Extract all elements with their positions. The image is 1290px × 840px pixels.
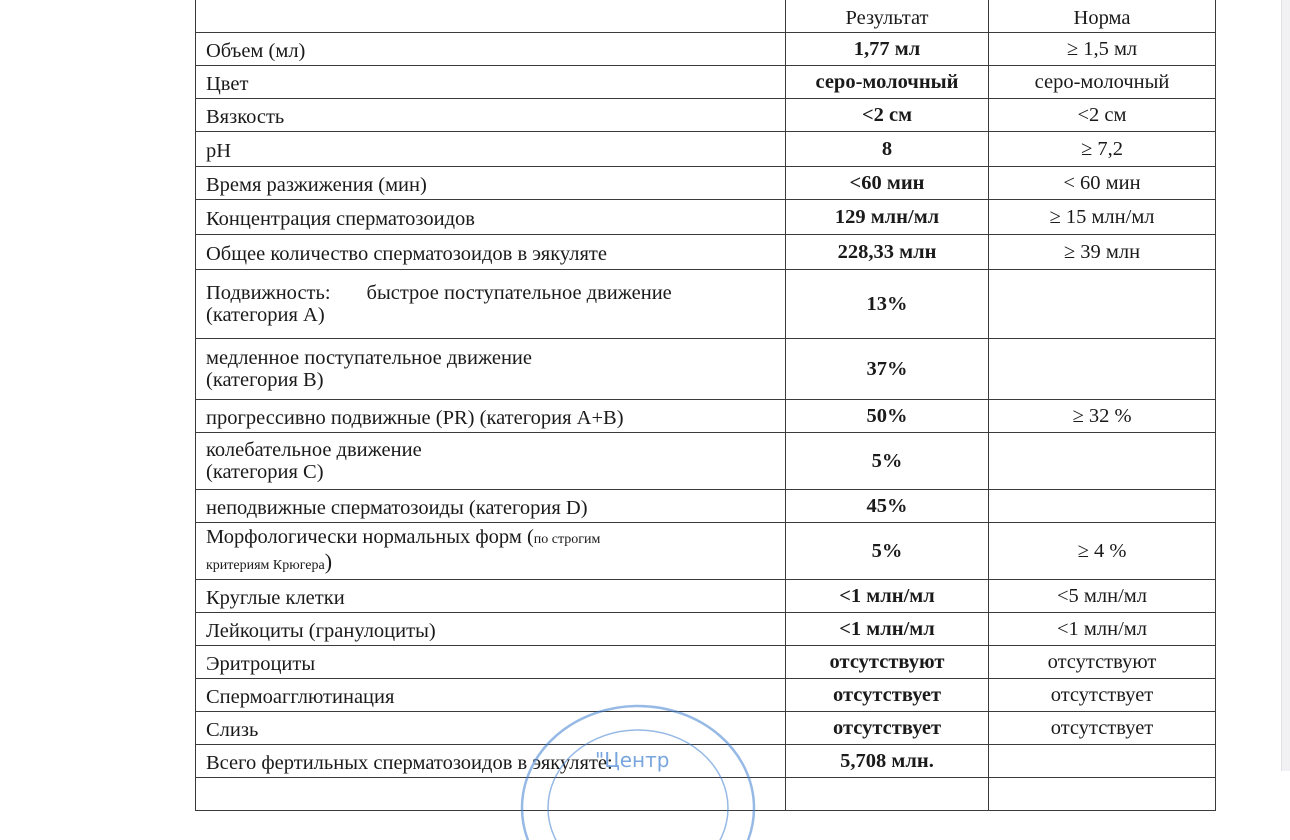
- stamp-text: "Центр: [595, 748, 670, 772]
- norm-cell: [989, 339, 1216, 400]
- norm-cell: отсутствует: [989, 712, 1216, 745]
- param-cell: Цвет: [196, 66, 786, 99]
- param-line: (категория С): [206, 461, 324, 483]
- param-cell: Лейкоциты (гранулоциты): [196, 613, 786, 646]
- param-cell: Вязкость: [196, 99, 786, 132]
- param-cell: Общее количество сперматозоидов в эякуляте: [196, 235, 786, 270]
- result-cell: отсутствуют: [786, 646, 989, 679]
- norm-cell: отсутствует: [989, 679, 1216, 712]
- param-cell: Слизь: [196, 712, 786, 745]
- norm-cell: <2 см: [989, 99, 1216, 132]
- param-cell: [196, 270, 786, 339]
- result-cell: 13%: [786, 270, 989, 339]
- result-cell: <1 млн/мл: [786, 613, 989, 646]
- table-row: [196, 523, 1216, 580]
- param-cell: [196, 339, 786, 400]
- result-cell: 8: [786, 132, 989, 167]
- result-cell: [786, 778, 989, 811]
- table-row: [196, 339, 1216, 400]
- param-cell: неподвижные сперматозоиды (категория D): [196, 490, 786, 523]
- result-cell: отсутствует: [786, 712, 989, 745]
- param-line: быстрое поступательное движение: [366, 282, 672, 304]
- param-cell: Круглые клетки: [196, 580, 786, 613]
- table-row: [196, 490, 1216, 523]
- norm-cell: < 60 мин: [989, 167, 1216, 200]
- result-cell: отсутствует: [786, 679, 989, 712]
- table-row: [196, 400, 1216, 433]
- norm-cell: ≥ 1,5 мл: [989, 33, 1216, 66]
- param-line: колебательное движение: [206, 439, 422, 461]
- result-cell: 5%: [786, 523, 989, 580]
- norm-cell: ≥ 4 %: [989, 523, 1216, 580]
- norm-cell: <5 млн/мл: [989, 580, 1216, 613]
- norm-cell: отсутствуют: [989, 646, 1216, 679]
- param-cell: Всего фертильных сперматозоидов в эякуляте:: [196, 745, 786, 778]
- result-cell: 228,33 млн: [786, 235, 989, 270]
- result-cell: 45%: [786, 490, 989, 523]
- param-cell: Объем (мл): [196, 33, 786, 66]
- header-result: Результат: [786, 0, 989, 33]
- header-parameter: [196, 0, 786, 33]
- norm-cell: [989, 270, 1216, 339]
- table-row: [196, 167, 1216, 200]
- param-line: (категория В): [206, 369, 324, 391]
- result-cell: 50%: [786, 400, 989, 433]
- clinic-stamp: [510, 700, 770, 840]
- norm-cell: [989, 778, 1216, 811]
- param-line: медленное поступательное движение: [206, 347, 532, 369]
- table-row: [196, 33, 1216, 66]
- param-cell: [196, 433, 786, 490]
- table-row: [196, 235, 1216, 270]
- norm-cell: [989, 433, 1216, 490]
- param-line: Морфологически нормальных форм (: [206, 525, 534, 548]
- param-note: по строгим: [533, 531, 601, 547]
- table-row: [196, 580, 1216, 613]
- norm-cell: [989, 490, 1216, 523]
- table-row: [196, 132, 1216, 167]
- norm-cell: серо-молочный: [989, 66, 1216, 99]
- result-cell: 5%: [786, 433, 989, 490]
- table-row: [196, 270, 1216, 339]
- param-cell: [196, 523, 786, 580]
- param-line: ): [324, 548, 333, 574]
- norm-cell: [989, 745, 1216, 778]
- param-cell: Концентрация сперматозоидов: [196, 200, 786, 235]
- result-cell: 5,708 млн.: [786, 745, 989, 778]
- param-line: (категория А): [206, 304, 325, 326]
- norm-cell: ≥ 7,2: [989, 132, 1216, 167]
- param-note: критериям Крюгера: [206, 557, 325, 573]
- param-cell: прогрессивно подвижные (PR) (категория А+В): [196, 400, 786, 433]
- norm-cell: <1 млн/мл: [989, 613, 1216, 646]
- motility-label: Подвижность:: [206, 282, 331, 304]
- analysis-results-table: [195, 0, 1216, 811]
- result-cell: 129 млн/мл: [786, 200, 989, 235]
- header-norm: Норма: [989, 0, 1216, 33]
- result-cell: серо-молочный: [786, 66, 989, 99]
- norm-cell: ≥ 15 млн/мл: [989, 200, 1216, 235]
- result-cell: <60 мин: [786, 167, 989, 200]
- table-row: [196, 66, 1216, 99]
- param-cell: Время разжижения (мин): [196, 167, 786, 200]
- table-row: [196, 99, 1216, 132]
- result-cell: <2 см: [786, 99, 989, 132]
- param-cell: Спермоагглютинация: [196, 679, 786, 712]
- page-edge: [1281, 0, 1290, 771]
- table-header-row: [196, 0, 1216, 33]
- param-cell: pH: [196, 132, 786, 167]
- result-cell: 37%: [786, 339, 989, 400]
- table-row: [196, 433, 1216, 490]
- norm-cell: ≥ 39 млн: [989, 235, 1216, 270]
- param-cell: Эритроциты: [196, 646, 786, 679]
- result-cell: <1 млн/мл: [786, 580, 989, 613]
- result-cell: 1,77 мл: [786, 33, 989, 66]
- norm-cell: ≥ 32 %: [989, 400, 1216, 433]
- table-row: [196, 200, 1216, 235]
- table-row: [196, 613, 1216, 646]
- table-row: [196, 646, 1216, 679]
